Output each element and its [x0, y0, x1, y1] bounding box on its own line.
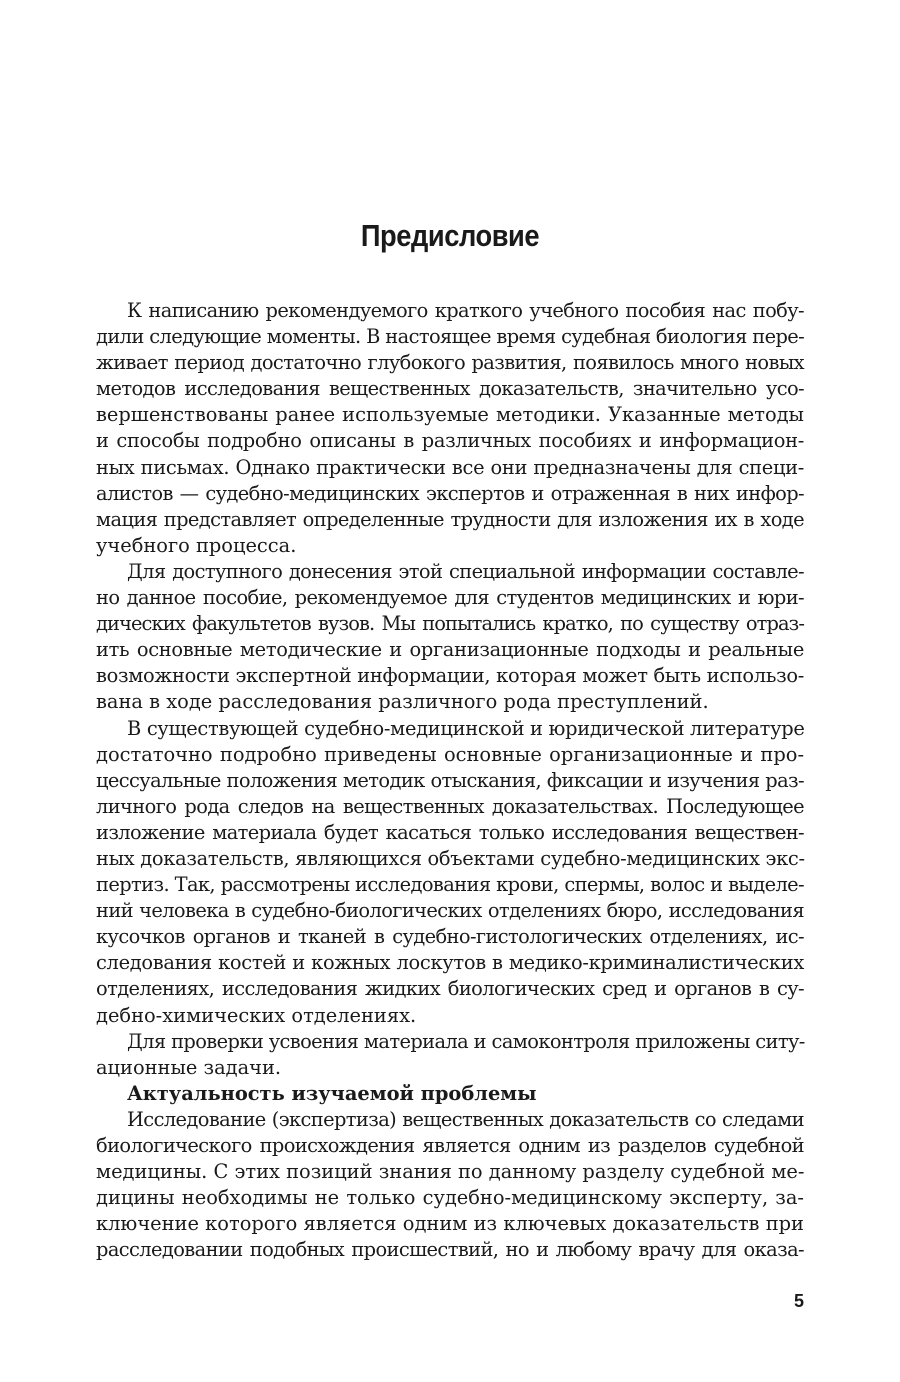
text-line: и способы подробно описаны в различных пособиях и информацион-	[96, 429, 804, 453]
text-line: пертиз. Так, рассмотрены исследования крови, спермы, волос и выделе-	[96, 873, 804, 897]
text-line: живает период достаточно глубокого развития, появилось много новых	[96, 351, 804, 375]
text-line: кусочков органов и тканей в судебно-гистологических отделениях, ис-	[96, 925, 804, 949]
text-line: ационные задачи.	[96, 1055, 282, 1079]
section-heading: Актуальность изучаемой проблемы	[127, 1081, 537, 1105]
text-line: следования костей и кожных лоскутов в медико-криминалистических	[96, 951, 804, 975]
text-line: возможности экспертной информации, которая может быть использо-	[96, 664, 804, 688]
text-line: но данное пособие, рекомендуемое для студентов медицинских и юри-	[96, 586, 804, 610]
text-line: ключение которого является одним из ключевых доказательств при	[96, 1212, 804, 1236]
text-line: К написанию рекомендуемого краткого учебного пособия нас побу-	[127, 299, 804, 322]
text-line: ных письмах. Однако практически все они предназначены для специ-	[96, 455, 804, 479]
text-line: методов исследования вещественных доказательств, значительно усо-	[96, 377, 804, 401]
text-line: алистов — судебно-медицинских экспертов и отраженная в них инфор-	[96, 481, 804, 505]
text-line: ных доказательств, являющихся объектами судебно-медицинских экс-	[96, 846, 805, 870]
text-line: расследовании подобных происшествий, но и любому врачу для оказа-	[96, 1238, 804, 1262]
text-line: дических факультетов вузов. Мы попытались кратко, по существу отраз-	[96, 612, 804, 636]
text-line: вана в ходе расследования различного рода преступлений.	[96, 690, 709, 714]
text-line: изложение материала будет касаться только исследования веществен-	[96, 820, 804, 844]
text-line: дили следующие моменты. В настоящее время судебная биология пере-	[96, 325, 805, 349]
body-text	[96, 298, 804, 1263]
page-number: 5	[793, 1291, 804, 1311]
text-line: Исследование (экспертиза) вещественных доказательств со следами	[127, 1107, 804, 1131]
text-line: дебно-химических отделениях.	[96, 1003, 417, 1027]
text-line: ить основные методические и организационные подходы и реальные	[96, 638, 804, 662]
text-line: достаточно подробно приведены основные организационные и про-	[96, 742, 804, 766]
text-line: Для доступного донесения этой специальной информации составле-	[127, 559, 804, 583]
text-line: цессуальные положения методик отыскания, фиксации и изучения раз-	[96, 768, 804, 792]
text-line: вершенствованы ранее используемые методики. Указанные методы	[96, 403, 804, 427]
page-title: Предисловие	[360, 218, 540, 253]
text-line: личного рода следов на вещественных доказательствах. Последующее	[96, 794, 804, 818]
text-line: биологического происхождения является одним из разделов судебной	[96, 1134, 804, 1157]
text-line: В существующей судебно-медицинской и юридической литературе	[127, 716, 805, 740]
text-line: отделениях, исследования жидких биологических сред и органов в су-	[96, 977, 804, 1001]
text-line: учебного процесса.	[96, 533, 297, 557]
text-line: Для проверки усвоения материала и самоконтроля приложены ситу-	[127, 1029, 805, 1053]
text-line: дицины необходимы не только судебно-медицинскому эксперту, за-	[96, 1186, 804, 1210]
text-line: мация представляет определенные трудности для изложения их в ходе	[96, 507, 804, 531]
text-line: медицины. С этих позиций знания по данному разделу судебной ме-	[96, 1160, 805, 1184]
text-line: ний человека в судебно-биологических отделениях бюро, исследования	[96, 899, 804, 923]
